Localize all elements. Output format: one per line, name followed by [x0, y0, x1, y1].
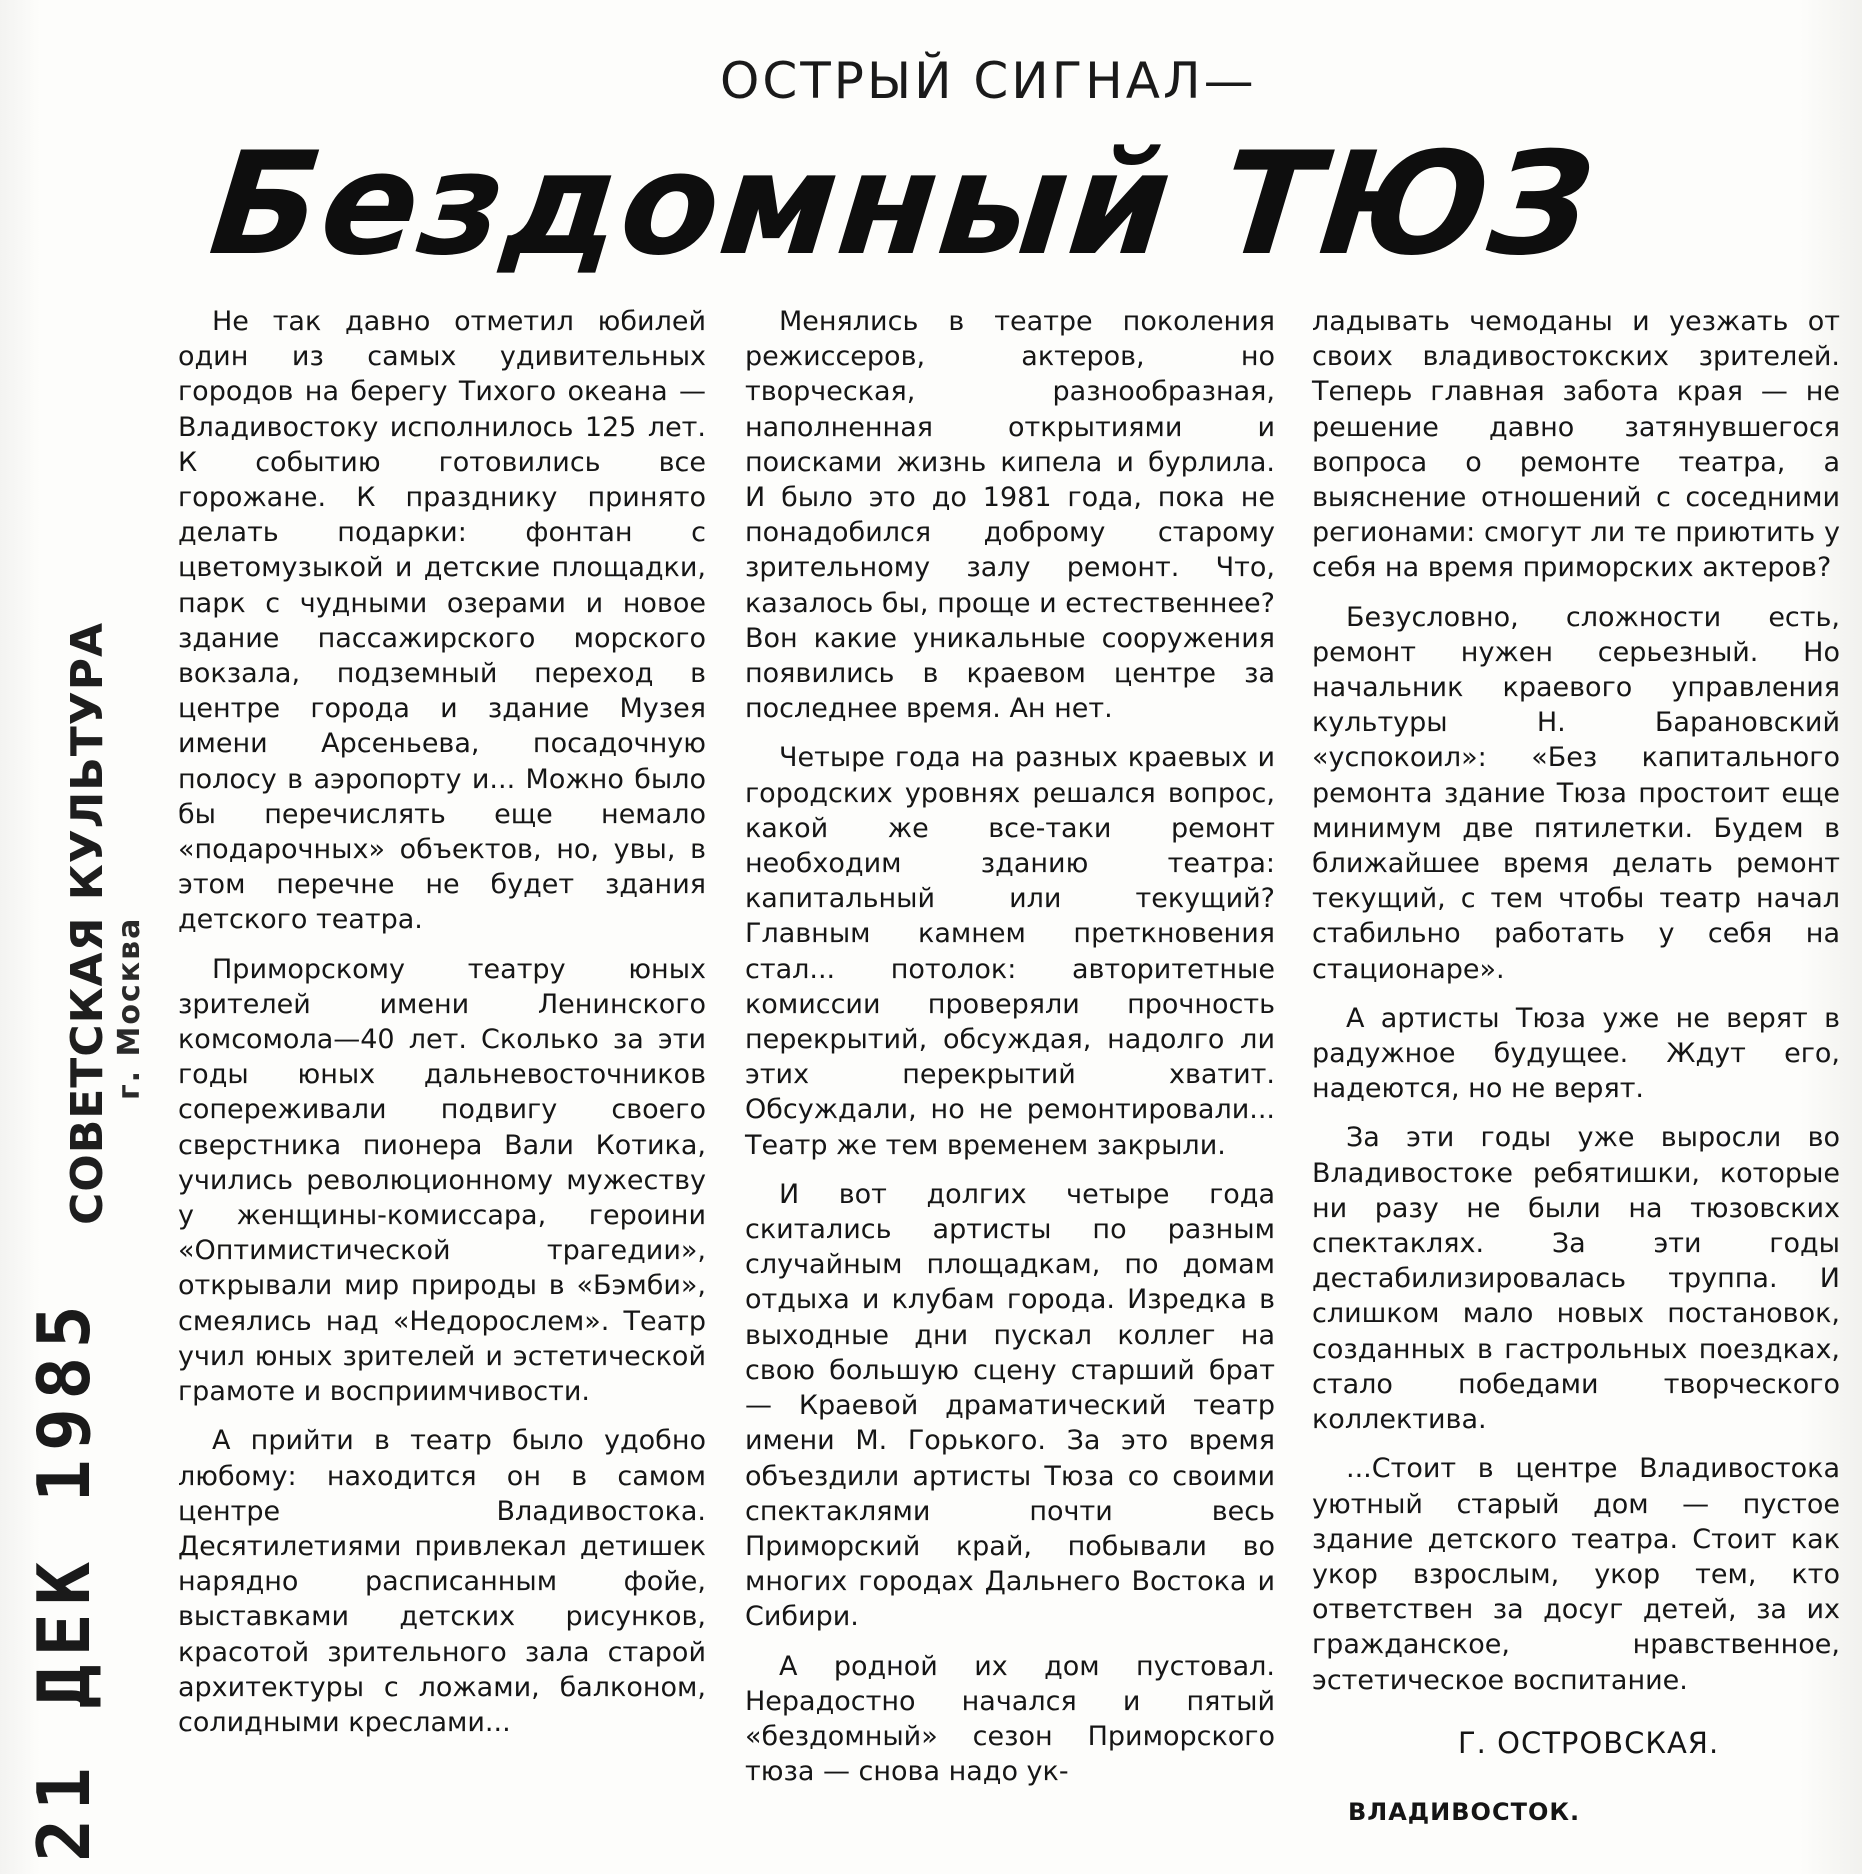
author-signature: Г. ОСТРОВСКАЯ. — [1458, 1726, 1720, 1760]
paragraph: Приморскому театру юных зрителей имени Ленинского комсомола—40 лет. Сколько за эти годы юных дальневосточников сопереживали подвигу своего сверстника пионера Вали Котика, учились революционному мужеству у женщины-комиссара, героини «Оптимистической трагедии», открывали мир природы в «Бэмби», смеялись над «Недорослем». Театр учил юных зрителей и эстетической грамоте и восприимчивости. — [178, 953, 706, 1408]
article-kicker: ОСТРЫЙ СИГНАЛ— — [720, 52, 1257, 110]
paragraph: А артисты Тюза уже не верят в радужное будущее. Ждут его, надеются, но не верят. — [1312, 1002, 1840, 1105]
paragraph: ладывать чемоданы и уезжать от своих владивостокских зрителей. Теперь главная забота края — не решение давно затянувшегося вопроса о ремонте театра, а выяснение отношений с соседними регионами: смогут ли те приютить у себя на время приморских актеров? — [1312, 306, 1840, 584]
stamp-newspaper-name: СОВЕТСКАЯ КУЛЬТУРА — [62, 621, 113, 1225]
paragraph: Менялись в театре поколения режиссеров, актеров, но творческая, разнообразная, наполненная открытиями и поисками жизнь кипела и бурлила. И было это до 1981 года, пока не понадобился доброму старому зрительному залу ремонт. Что, казалось бы, проще и естественнее? Вон какие уникальные сооружения появились в краевом центре за последнее время. Ан нет. — [745, 306, 1275, 725]
article-column-1 — [178, 304, 706, 1754]
paragraph: А прийти в театр было удобно любому: находится он в самом центре Владивостока. Десятилетиями привлекал детишек нарядно расписанным фойе, выставками детских рисунков, красотой зрительного зала старой архитектуры с ложами, балконом, солидными креслами... — [178, 1425, 706, 1738]
stamp-date: 21 ДЕК 1985 — [22, 1297, 106, 1862]
article-headline: Бездомный ТЮЗ — [203, 122, 1602, 287]
dateline-city: ВЛАДИВОСТОК. — [1348, 1798, 1581, 1826]
paragraph: Четыре года на разных краевых и городских уровнях решался вопрос, какой же все-таки ремонт необходим зданию театра: капитальный или текущий? Главным камнем преткновения стал... потолок: авторитетные комиссии проверяли прочность перекрытий, обсуждая, надолго ли этих перекрытий хватит. Обсуждали, но не ремонтировали... Театр же тем временем закрыли. — [745, 742, 1275, 1161]
stamp-city: г. Москва — [112, 916, 147, 1100]
paragraph: ...Стоит в центре Владивостока уютный старый дом — пустое здание детского театра. Стоит как укор взрослым, укор тем, кто ответствен за досуг детей, за их гражданское, нравственное, эстетическое воспитание. — [1312, 1453, 1840, 1696]
article-column-2 — [745, 304, 1275, 1803]
paragraph: За эти годы уже выросли во Владивостоке ребятишки, которые ни разу не были на тюзовских спектаклях. За эти годы дестабилизировалась труппа. И слишком мало новых постановок, созданных в гастрольных поездках, стало победами творческого коллектива. — [1312, 1122, 1840, 1436]
paragraph: И вот долгих четыре года скитались артисты по разным случайным площадкам, по домам отдыха и клубам города. Изредка в выходные дни пускал коллег на свою большую сцену старший брат — Краевой драматический театр имени М. Горького. За это время объездили артисты Тюза со своими спектаклями почти весь Приморский край, побывали во многих городах Дальнего Востока и Сибири. — [745, 1178, 1275, 1633]
paragraph: А родной их дом пустовал. Нерадостно начался и пятый «бездомный» сезон Приморского тюза — снова надо ук- — [745, 1650, 1275, 1788]
paragraph: Безусловно, сложности есть, ремонт нужен серьезный. Но начальник краевого управления культуры Н. Барановский «успокоил»: «Без капитального ремонта здание Тюза простоит еще минимум две пятилетки. Будем в ближайшее время делать ремонт текущий, с тем чтобы театр начал стабильно работать у себя на стационаре». — [1312, 601, 1840, 985]
paragraph: Не так давно отметил юбилей один из самых удивительных городов на берегу Тихого океана — Владивостоку исполнилось 125 лет. К событию готовились все горожане. К празднику принято делать подарки: фонтан с цветомузыкой и детские площадки, парк с чудными озерами и новое здание пассажирского морского вокзала, подземный переход в центре города и здание Музея имени Арсеньева, посадочную полосу в аэропорту и... Можно было бы перечислять еще немало «подарочных» объектов, но, увы, в этом перечне не будет здания детского театра. — [178, 306, 706, 936]
article-column-3 — [1312, 304, 1840, 1712]
